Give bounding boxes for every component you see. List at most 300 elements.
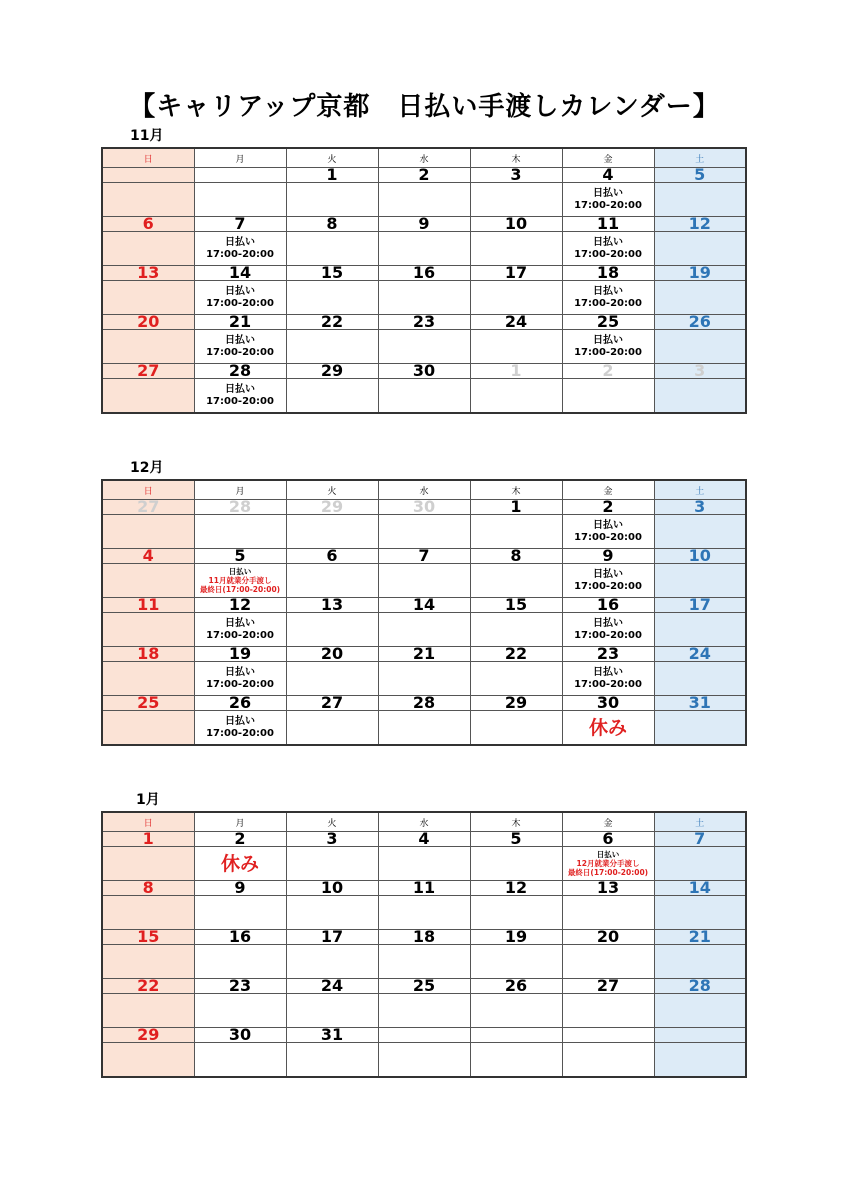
date-cell: 21 [194,315,286,330]
note-cell [286,1043,378,1078]
weekday-header: 土 [654,148,746,168]
date-cell: 6 [102,217,194,232]
date-cell: 17 [470,266,562,281]
note-cell [562,896,654,930]
note-cell [194,847,286,881]
note-cell [286,613,378,647]
date-cell: 15 [102,930,194,945]
note-cell [562,330,654,364]
note-row [102,232,746,266]
note-cell [378,281,470,315]
date-cell: 16 [562,598,654,613]
pay-hours: 17:00-20:00 [574,199,642,211]
weekday-header: 日 [102,480,194,500]
date-cell: 15 [286,266,378,281]
date-cell: 29 [470,696,562,711]
pay-hours: 17:00-20:00 [574,297,642,309]
date-cell: 30 [378,364,470,379]
date-cell [470,1028,562,1043]
note-cell [562,847,654,881]
date-cell: 3 [654,500,746,515]
pay-label: 日払い [593,236,623,248]
note-cell [470,662,562,696]
note-cell [102,662,194,696]
note-row [102,183,746,217]
date-cell: 28 [378,696,470,711]
note-cell [470,564,562,598]
weekday-header: 火 [286,148,378,168]
date-row [102,549,746,564]
note-cell [102,994,194,1028]
date-cell: 9 [562,549,654,564]
date-row [102,832,746,847]
note-cell [654,281,746,315]
date-cell: 12 [470,881,562,896]
date-cell: 23 [194,979,286,994]
weekday-header: 月 [194,480,286,500]
weekday-header: 木 [470,148,562,168]
date-row [102,979,746,994]
date-row [102,168,746,183]
note-cell [286,896,378,930]
date-cell: 25 [562,315,654,330]
date-cell: 3 [470,168,562,183]
date-cell: 19 [194,647,286,662]
date-cell: 25 [102,696,194,711]
date-cell: 12 [194,598,286,613]
note-cell [194,379,286,414]
note-cell [562,945,654,979]
weekday-header-row [102,148,746,168]
date-cell: 9 [194,881,286,896]
note-row [102,945,746,979]
note-cell [378,662,470,696]
date-cell: 12 [654,217,746,232]
weekday-header: 木 [470,480,562,500]
note-row [102,994,746,1028]
pay-label: 日払い [225,666,255,678]
date-cell [654,1028,746,1043]
weekday-header: 火 [286,812,378,832]
weekday-header: 月 [194,148,286,168]
note-cell [194,1043,286,1078]
date-cell: 2 [562,364,654,379]
pay-hours: 17:00-20:00 [206,395,274,407]
weekday-header: 水 [378,148,470,168]
date-cell: 6 [562,832,654,847]
final-handover-note: 最終日(17:00-20:00) [567,868,649,877]
note-cell [562,281,654,315]
note-cell [286,662,378,696]
date-cell: 28 [194,500,286,515]
pay-label: 日払い [225,617,255,629]
note-cell [654,945,746,979]
note-cell [286,330,378,364]
pay-hours: 17:00-20:00 [206,297,274,309]
note-cell [102,847,194,881]
note-cell [378,330,470,364]
note-cell [378,379,470,414]
note-row [102,379,746,414]
note-cell [470,1043,562,1078]
date-cell: 3 [654,364,746,379]
note-cell [102,330,194,364]
date-cell: 19 [654,266,746,281]
note-cell [654,564,746,598]
pay-hours: 17:00-20:00 [574,531,642,543]
note-cell [286,232,378,266]
note-cell [286,711,378,746]
date-row [102,1028,746,1043]
date-cell: 28 [654,979,746,994]
note-cell [562,994,654,1028]
final-handover-note: 最終日(17:00-20:00) [199,585,281,594]
date-cell: 5 [654,168,746,183]
note-cell [470,379,562,414]
month-label: 12月 [130,460,164,476]
note-cell [102,1043,194,1078]
weekday-header: 金 [562,148,654,168]
date-cell: 20 [286,647,378,662]
note-cell [378,994,470,1028]
month-calendar-table [101,147,747,414]
date-row [102,217,746,232]
note-cell [654,896,746,930]
note-row [102,613,746,647]
note-cell [470,994,562,1028]
pay-label: 日払い [225,285,255,297]
note-cell [286,515,378,549]
date-cell: 27 [286,696,378,711]
date-cell: 14 [194,266,286,281]
note-cell [102,613,194,647]
weekday-header-row [102,480,746,500]
pay-label: 日払い [593,666,623,678]
note-cell [562,515,654,549]
note-cell [102,564,194,598]
date-cell: 18 [378,930,470,945]
date-cell: 21 [378,647,470,662]
pay-label: 日払い [225,236,255,248]
note-cell [470,896,562,930]
note-cell [562,183,654,217]
date-cell [194,168,286,183]
date-cell: 18 [102,647,194,662]
note-cell [378,847,470,881]
note-cell [102,183,194,217]
note-row [102,281,746,315]
note-cell [470,183,562,217]
note-cell [102,281,194,315]
date-row [102,364,746,379]
date-cell: 30 [378,500,470,515]
date-cell: 25 [378,979,470,994]
date-cell: 31 [286,1028,378,1043]
date-row [102,598,746,613]
note-cell [194,994,286,1028]
date-cell: 31 [654,696,746,711]
note-cell [470,945,562,979]
date-cell: 29 [286,364,378,379]
weekday-header: 水 [378,812,470,832]
date-cell: 22 [470,647,562,662]
note-cell [654,232,746,266]
pay-hours: 17:00-20:00 [574,580,642,592]
note-cell [654,613,746,647]
pay-hours: 17:00-20:00 [206,727,274,739]
date-cell: 10 [654,549,746,564]
date-cell: 11 [562,217,654,232]
weekday-header: 土 [654,812,746,832]
final-handover-note: 12月就業分手渡し [576,859,640,868]
weekday-header: 火 [286,480,378,500]
note-cell [654,330,746,364]
note-cell [562,232,654,266]
pay-hours: 17:00-20:00 [574,248,642,260]
date-cell: 17 [654,598,746,613]
date-cell: 1 [286,168,378,183]
date-cell: 1 [102,832,194,847]
note-row [102,564,746,598]
date-cell: 19 [470,930,562,945]
date-cell: 14 [654,881,746,896]
note-row [102,515,746,549]
note-cell [654,379,746,414]
weekday-header: 金 [562,812,654,832]
closed-label: 休み [220,852,259,875]
note-cell [194,945,286,979]
date-cell: 5 [194,549,286,564]
pay-hours: 17:00-20:00 [206,678,274,690]
note-cell [654,711,746,746]
date-cell: 7 [654,832,746,847]
date-cell: 4 [562,168,654,183]
month-label: 1月 [136,792,160,808]
date-cell: 13 [286,598,378,613]
note-cell [654,515,746,549]
note-cell [378,183,470,217]
date-cell: 22 [286,315,378,330]
date-cell: 24 [286,979,378,994]
pay-label: 日払い [593,285,623,297]
note-cell [286,847,378,881]
pay-label: 日払い [593,334,623,346]
note-row [102,896,746,930]
date-row [102,696,746,711]
note-row [102,330,746,364]
date-row [102,930,746,945]
date-cell: 27 [102,364,194,379]
note-cell [102,896,194,930]
weekday-header-row [102,812,746,832]
weekday-header: 木 [470,812,562,832]
note-cell [470,847,562,881]
pay-label: 日払い [593,617,623,629]
note-cell [194,183,286,217]
date-cell: 2 [378,168,470,183]
date-row [102,266,746,281]
date-row [102,647,746,662]
date-row [102,315,746,330]
date-cell: 6 [286,549,378,564]
date-cell: 15 [470,598,562,613]
note-cell [194,613,286,647]
pay-label: 日払い [225,715,255,727]
month-calendar-table [101,811,747,1078]
date-cell: 20 [102,315,194,330]
pay-label: 日払い [593,519,623,531]
date-cell: 2 [562,500,654,515]
note-cell [286,379,378,414]
note-cell [654,183,746,217]
note-row [102,847,746,881]
weekday-header: 水 [378,480,470,500]
note-cell [286,994,378,1028]
date-cell: 26 [470,979,562,994]
date-cell: 17 [286,930,378,945]
date-cell: 11 [102,598,194,613]
date-cell: 9 [378,217,470,232]
note-cell [470,330,562,364]
note-cell [470,281,562,315]
pay-hours: 17:00-20:00 [206,248,274,260]
note-cell [194,515,286,549]
note-cell [102,232,194,266]
date-cell: 4 [102,549,194,564]
weekday-header: 金 [562,480,654,500]
pay-hours: 17:00-20:00 [574,346,642,358]
note-cell [470,711,562,746]
date-cell: 24 [470,315,562,330]
note-cell [194,564,286,598]
date-cell: 16 [194,930,286,945]
note-cell [654,662,746,696]
pay-hours: 17:00-20:00 [206,346,274,358]
date-cell: 24 [654,647,746,662]
date-cell [102,168,194,183]
note-row [102,662,746,696]
note-cell [102,711,194,746]
note-cell [286,183,378,217]
note-cell [194,281,286,315]
note-cell [378,896,470,930]
pay-hours: 17:00-20:00 [574,678,642,690]
date-cell: 29 [102,1028,194,1043]
date-cell [378,1028,470,1043]
month-calendar-table [101,479,747,746]
date-cell: 8 [286,217,378,232]
final-handover-note: 11月就業分手渡し [208,576,272,585]
weekday-header: 日 [102,812,194,832]
note-cell [562,711,654,746]
date-cell: 8 [102,881,194,896]
date-cell: 16 [378,266,470,281]
weekday-header: 日 [102,148,194,168]
date-cell: 22 [102,979,194,994]
date-cell: 11 [378,881,470,896]
date-cell: 8 [470,549,562,564]
note-cell [378,1043,470,1078]
date-cell: 23 [562,647,654,662]
note-cell [470,515,562,549]
date-cell: 1 [470,364,562,379]
note-cell [470,613,562,647]
note-cell [562,564,654,598]
date-cell: 5 [470,832,562,847]
note-cell [378,711,470,746]
month-label: 11月 [130,128,164,144]
note-cell [194,711,286,746]
date-cell: 27 [102,500,194,515]
page-title: 【キャリアップ京都 日払い手渡しカレンダー】 [129,92,720,122]
note-cell [654,1043,746,1078]
date-cell: 13 [562,881,654,896]
date-cell: 21 [654,930,746,945]
date-cell: 2 [194,832,286,847]
weekday-header: 月 [194,812,286,832]
date-cell: 26 [654,315,746,330]
pay-label: 日払い [596,850,620,859]
pay-label: 日払い [593,568,623,580]
note-cell [562,613,654,647]
note-cell [102,379,194,414]
note-cell [286,281,378,315]
note-cell [378,515,470,549]
date-cell: 23 [378,315,470,330]
date-cell: 27 [562,979,654,994]
date-cell: 14 [378,598,470,613]
date-cell: 18 [562,266,654,281]
note-cell [286,564,378,598]
pay-label: 日払い [228,567,252,576]
weekday-header: 土 [654,480,746,500]
date-cell: 7 [194,217,286,232]
date-cell [562,1028,654,1043]
date-cell: 1 [470,500,562,515]
date-cell: 7 [378,549,470,564]
note-cell [378,564,470,598]
note-cell [654,994,746,1028]
note-cell [378,232,470,266]
date-cell: 4 [378,832,470,847]
note-cell [194,232,286,266]
note-cell [102,515,194,549]
note-cell [562,662,654,696]
date-row [102,500,746,515]
pay-label: 日払い [225,334,255,346]
pay-hours: 17:00-20:00 [206,629,274,641]
date-cell: 10 [286,881,378,896]
date-cell: 29 [286,500,378,515]
pay-label: 日払い [225,383,255,395]
note-cell [194,662,286,696]
note-cell [470,232,562,266]
date-cell: 3 [286,832,378,847]
note-cell [562,379,654,414]
note-cell [378,945,470,979]
pay-label: 日払い [593,187,623,199]
pay-hours: 17:00-20:00 [574,629,642,641]
note-cell [102,945,194,979]
date-cell: 28 [194,364,286,379]
date-cell: 10 [470,217,562,232]
date-cell: 26 [194,696,286,711]
note-row [102,711,746,746]
date-row [102,881,746,896]
note-row [102,1043,746,1078]
date-cell: 30 [194,1028,286,1043]
date-cell: 13 [102,266,194,281]
